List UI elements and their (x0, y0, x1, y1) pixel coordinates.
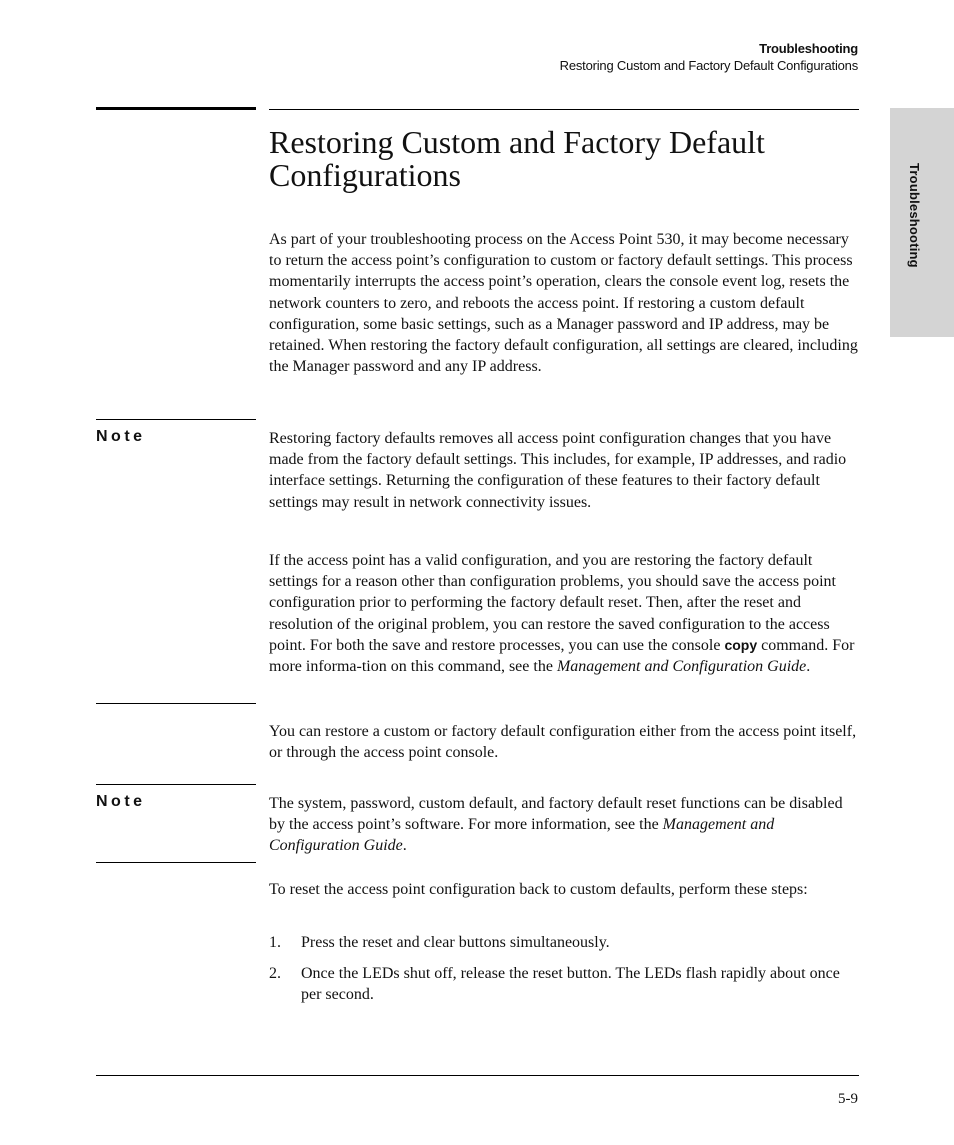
guide-reference: Management and Configuration Guide (556, 658, 807, 676)
footer-rule (96, 1075, 859, 1076)
note2-text-end: . (402, 837, 407, 855)
note1-paragraph1: Restoring factory defaults removes all access point configuration changes that you have made from the factory default settings. This includes, for example, IP addresses, and radio interface settings. Returning the configuration of these features to their factory default settings may result in network connectivity issues. (269, 430, 847, 511)
title-rule (269, 109, 859, 110)
margin-rule-top (96, 107, 256, 110)
chapter-thumb-tab (890, 108, 954, 337)
copy-command: copy (724, 636, 758, 653)
chapter-thumb-tab-label: Troubleshooting (907, 163, 922, 268)
note1-para2-end: . (806, 658, 811, 676)
page-title-line2: Configurations (269, 157, 461, 193)
note2-rule-bottom (96, 862, 256, 863)
guide-reference: Management and Configuration Guide (269, 816, 775, 855)
step-number: 2. (269, 965, 281, 983)
intro-paragraph: As part of your troubleshooting process on the Access Point 530, it may become necessary to return the access point’s configuration to custom or factory default settings. This process momentarily interrupts the access point’s operation, clears the console event log, resets the network counters to zero, and reboots the access point. If restoring a custom default configuration, some basic settings, such as a Manager password and IP address, may be retained. When restoring the factory default configuration, all settings are cleared, including the Manager password and any IP address. (269, 231, 858, 376)
step-text: Once the LEDs shut off, release the reset button. The LEDs flash rapidly about once per second. (301, 965, 840, 1004)
step-text: Press the reset and clear buttons simultaneously. (301, 934, 610, 951)
note2-rule-top (96, 784, 256, 785)
page-title (269, 126, 869, 192)
note1-label: Note (96, 428, 146, 445)
step-list (269, 932, 861, 1006)
note2-text: The system, password, custom default, and factory default reset functions can be disabled by the access point’s software. For more information, see the (269, 795, 843, 834)
running-header-chapter: Troubleshooting (759, 41, 858, 56)
list-item (269, 963, 861, 1005)
page-number: 5-9 (838, 1091, 858, 1107)
note2-label: Note (96, 793, 146, 810)
step-number: 1. (269, 934, 281, 951)
note1-para2-mid: command. For more informa-tion on this command, see the (269, 636, 855, 676)
note1-rule-top (96, 419, 256, 420)
page-title-line1: Restoring Custom and Factory Default (269, 124, 765, 160)
note1-paragraph2 (269, 550, 861, 677)
restore-paragraph: You can restore a custom or factory default configuration either from the access point itself, or through the access point console. (269, 723, 857, 762)
note2-paragraph (269, 793, 861, 857)
note1-para2-text: If the access point has a valid configuration, and you are restoring the factory default settings for a reason other than configuration problems, you should save the access point configuration prior to performing the factory default reset. Then, after the reset and resolution of the original problem, you can restore the saved configuration to the access point. For both the save and restore processes, you can use the console (269, 552, 836, 654)
list-item (269, 932, 861, 953)
running-header-section: Restoring Custom and Factory Default Configurations (559, 58, 858, 73)
steps-intro: To reset the access point configuration back to custom defaults, perform these steps: (269, 881, 808, 898)
note1-rule-bottom (96, 703, 256, 704)
